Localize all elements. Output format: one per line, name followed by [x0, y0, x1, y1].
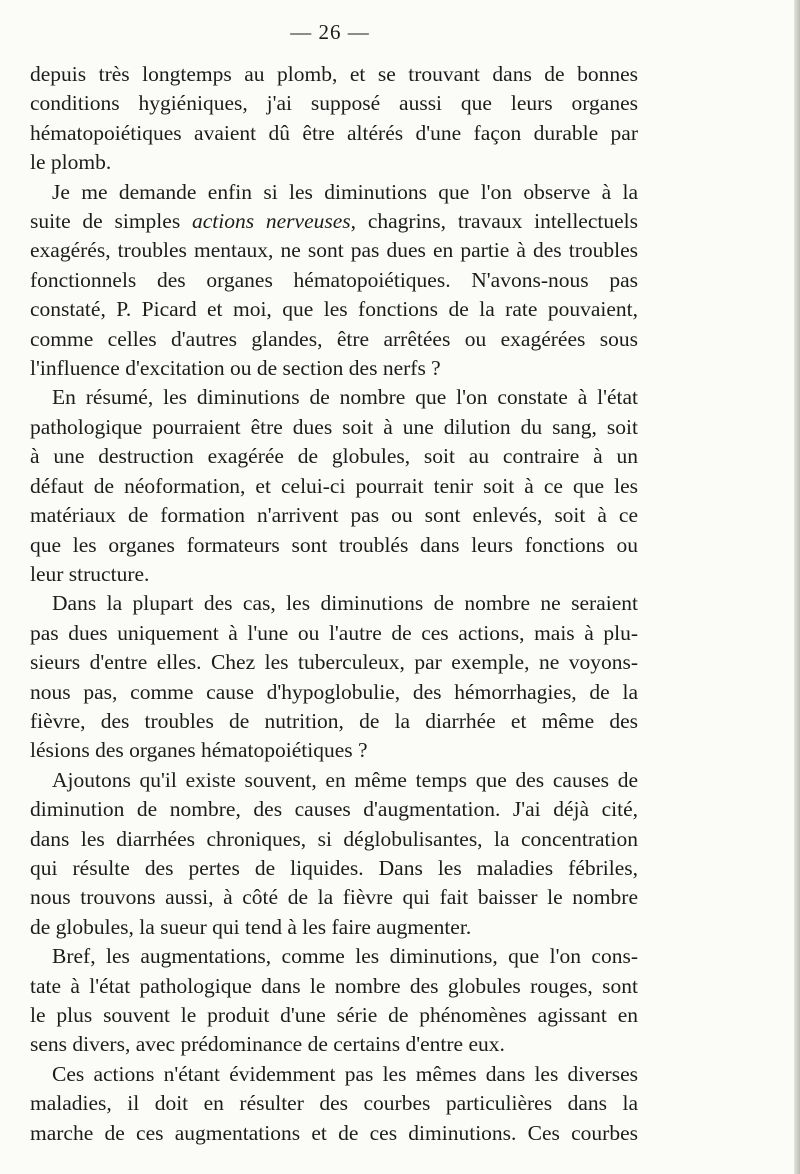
- text-line: En résumé, les diminutions de nombre que l'on constate à l'état: [52, 385, 638, 410]
- text-line: lésions des organes hématopoiétiques ?: [30, 738, 368, 763]
- paragraph-5: [30, 766, 638, 942]
- text-line: fièvre, des troubles de nutrition, de la diarrhée et même des: [30, 708, 638, 733]
- text-line: nous trouvons aussi, à côté de la fièvre qui fait baisser le nombre: [30, 885, 638, 910]
- text-line: nous pas, comme cause d'hypoglobulie, des hémorrhagies, de la: [30, 679, 638, 704]
- text-line: de globules, la sueur qui tend à les faire augmenter.: [30, 914, 472, 939]
- text-line: Ces actions n'étant évidemment pas les mêmes dans les diverses: [52, 1061, 638, 1086]
- text-line: constaté, P. Picard et moi, que les fonctions de la rate pouvaient,: [30, 297, 638, 322]
- paragraph-2: [30, 178, 638, 384]
- text-line: le plomb.: [30, 150, 112, 175]
- text-line: sens divers, avec prédominance de certains d'entre eux.: [30, 1032, 505, 1057]
- paragraph-6: [30, 942, 638, 1060]
- text-line: hématopoiétiques avaient dû être altérés d'une façon durable par: [30, 120, 638, 145]
- page-number: — 26 —: [290, 20, 370, 44]
- text-line: Dans la plupart des cas, les diminutions de nombre ne seraient: [52, 591, 638, 616]
- text-line: qui résulte des pertes de liquides. Dans les maladies fébriles,: [30, 855, 638, 880]
- text-line: tate à l'état pathologique dans le nombre des globules rouges, sont: [30, 973, 638, 998]
- paragraph-3: [30, 383, 638, 589]
- text-line: Bref, les augmentations, comme les diminutions, que l'on cons-: [52, 944, 638, 969]
- text-line: le plus souvent le produit d'une série de phénomènes agissant en: [30, 1003, 638, 1027]
- italic-phrase: actions nerveuses: [191, 209, 351, 234]
- text-line: Je me demande enfin si les diminutions que l'on observe à la: [52, 179, 638, 204]
- text-line: Ajoutons qu'il existe souvent, en même temps que des causes de: [52, 767, 638, 792]
- paragraph-4: [30, 589, 638, 765]
- text-line: dans les diarrhées chroniques, si déglobulisantes, la concentration: [30, 826, 638, 851]
- text-line: maladies, il doit en résulter des courbes particulières dans la: [30, 1091, 638, 1116]
- text-fragment: , chagrins, travaux intellectuels: [350, 209, 638, 234]
- text-line: diminution de nombre, des causes d'augmentation. J'ai déjà cité,: [30, 797, 638, 822]
- text-line: l'influence d'excitation ou de section des nerfs ?: [30, 356, 441, 381]
- text-line: sieurs d'entre elles. Chez les tuberculeux, par exemple, ne voyons-: [30, 650, 638, 675]
- text-line: défaut de néoformation, et celui-ci pourrait tenir soit à ce que les: [30, 473, 638, 498]
- text-line: exagérés, troubles mentaux, ne sont pas dues en partie à des troubles: [30, 238, 638, 263]
- text-line: depuis très longtemps au plomb, et se trouvant dans de bonnes: [30, 62, 638, 86]
- page-edge: [794, 0, 800, 1174]
- document-body: [30, 60, 638, 1148]
- text-line: que les organes formateurs sont troublés dans leurs fonctions ou: [30, 532, 638, 557]
- text-line-mixed: [30, 207, 638, 236]
- paragraph-1: [30, 60, 638, 178]
- text-fragment: suite de simples: [30, 209, 192, 234]
- text-line: comme celles d'autres glandes, être arrêtées ou exagérées sous: [30, 326, 638, 351]
- text-line: pathologique pourraient être dues soit à une dilution du sang, soit: [30, 414, 638, 439]
- text-line: conditions hygiéniques, j'ai supposé aussi que leurs organes: [30, 91, 638, 116]
- text-line: matériaux de formation n'arrivent pas ou sont enlevés, soit à ce: [30, 503, 638, 528]
- text-line: pas dues uniquement à l'une ou l'autre de ces actions, mais à plu-: [30, 620, 638, 645]
- paragraph-7: [30, 1060, 638, 1148]
- text-line: à une destruction exagérée de globules, soit au contraire à un: [30, 444, 638, 469]
- text-line: leur structure.: [30, 561, 150, 586]
- text-line: marche de ces augmentations et de ces diminutions. Ces courbes: [30, 1120, 638, 1145]
- text-line: fonctionnels des organes hématopoiétiques. N'avons-nous pas: [30, 267, 638, 292]
